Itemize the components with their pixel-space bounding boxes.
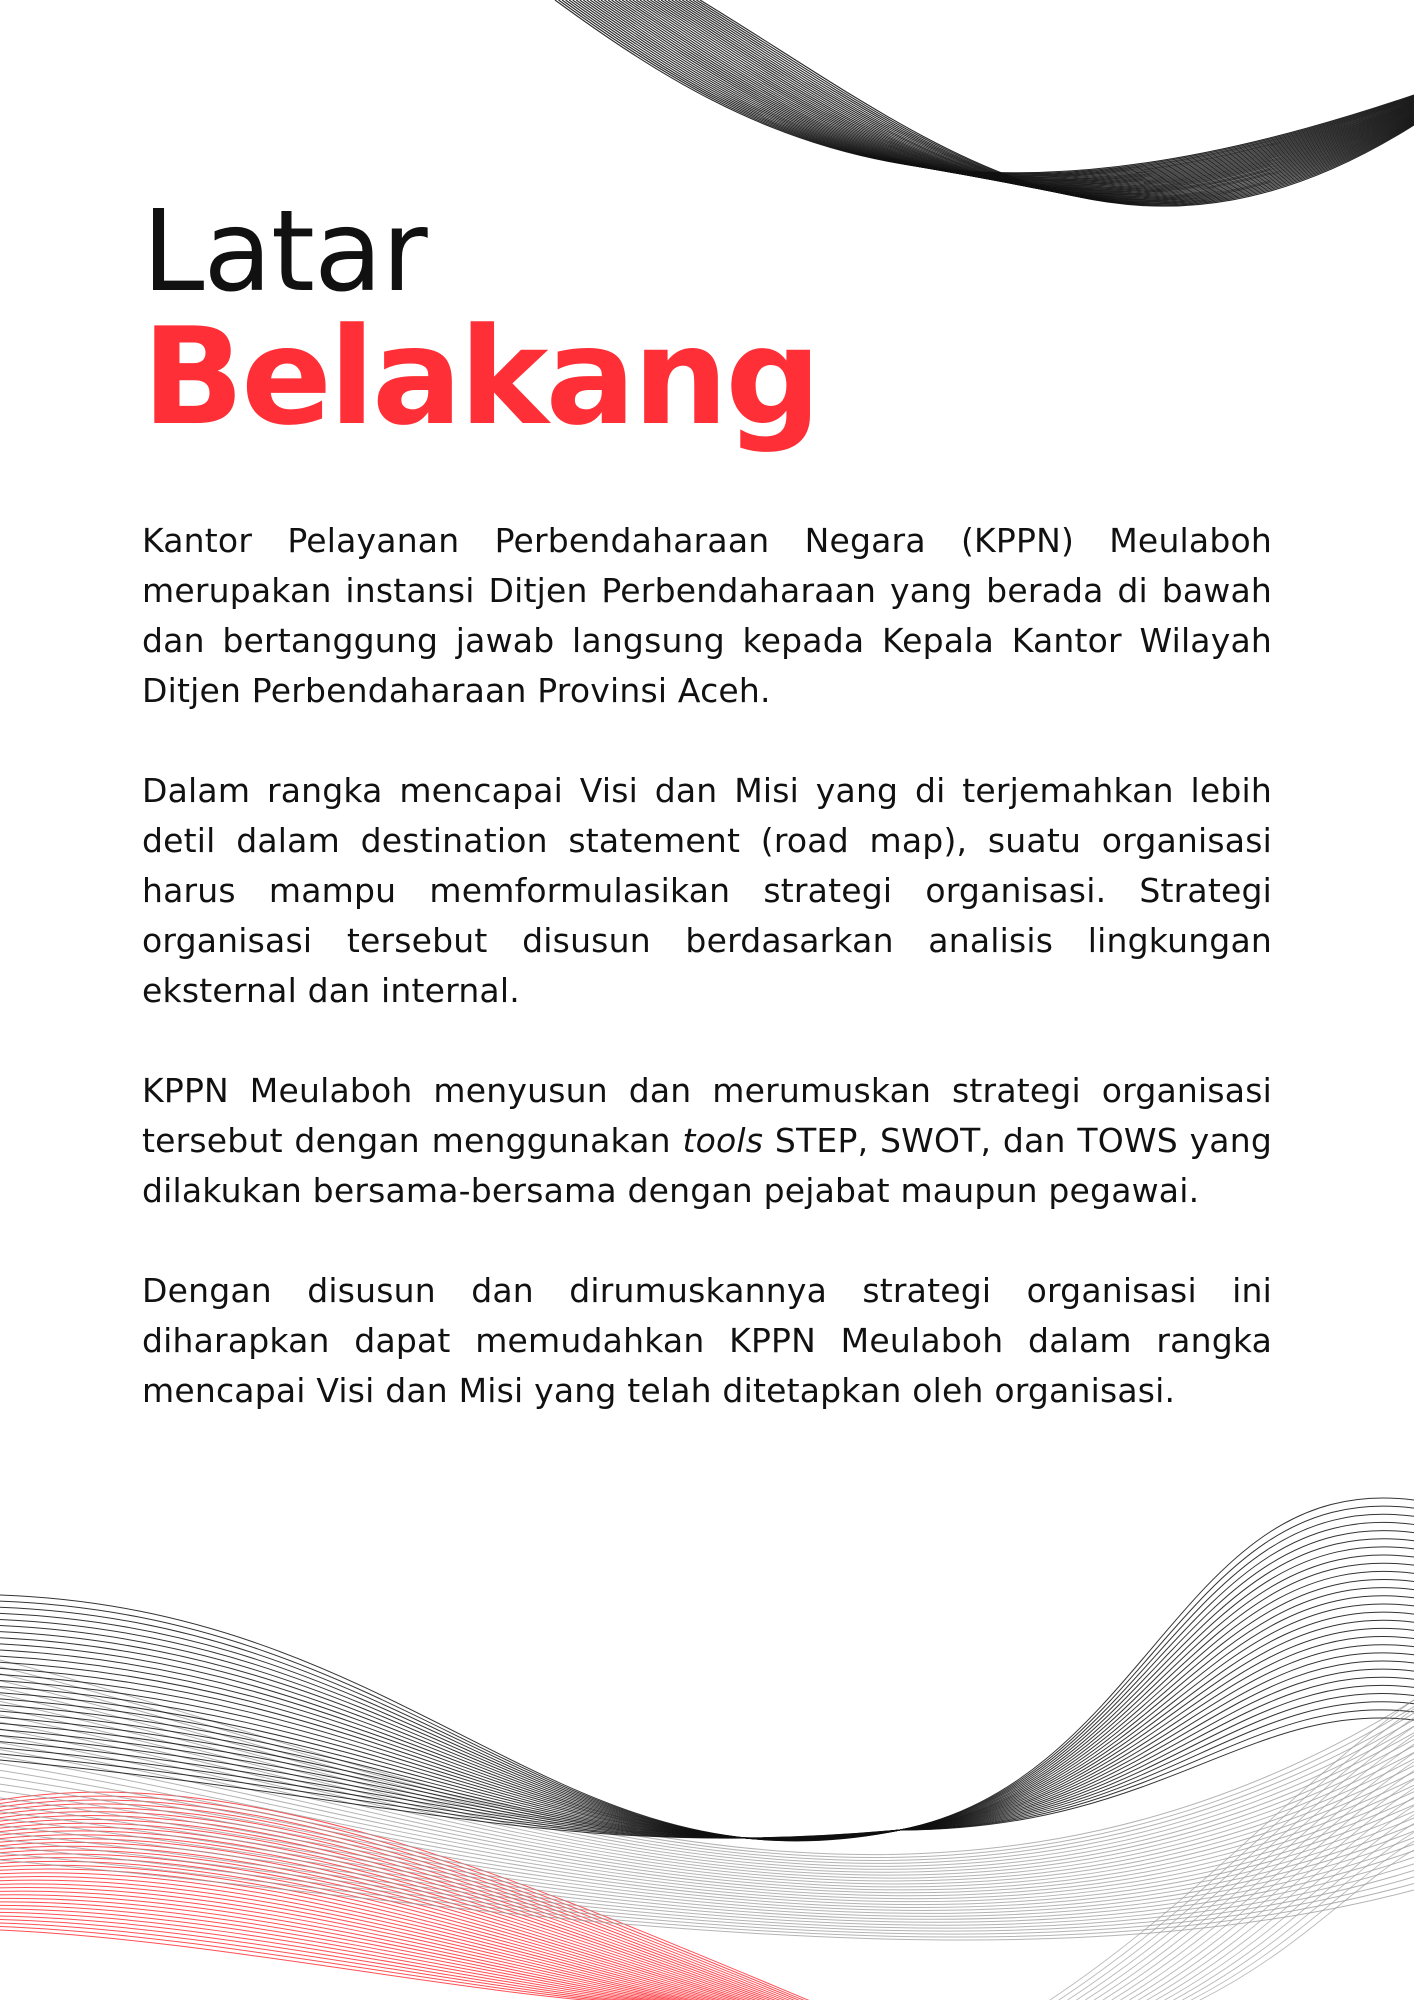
paragraph-3-italic: tools — [682, 1121, 764, 1160]
paragraph-1: Kantor Pelayanan Perbendaharaan Negara (KPPN) Meulaboh merupakan instansi Ditjen Perbendaharaan yang berada di bawah dan bertanggung jawab langsung kepada Kepala Kantor Wilayah Ditjen Perbendaharaan Provinsi Aceh. — [142, 521, 1272, 710]
paragraph-4: Dengan disusun dan dirumuskannya strategi organisasi ini diharapkan dapat memudahkan KPPN Meulaboh dalam rangka mencapai Visi dan Misi yang telah ditetapkan oleh organisasi. — [142, 1271, 1272, 1410]
paragraph-2: Dalam rangka mencapai Visi dan Misi yang di terjemahkan lebih detil dalam destination statement (road map), suatu organisasi harus mampu memformulasikan strategi organisasi. Strategi organisasi tersebut disusun berdasarkan analisis lingkungan eksternal dan internal. — [142, 771, 1272, 1010]
paragraph-3 — [142, 1066, 1272, 1216]
page-title — [142, 187, 1272, 455]
title-line-belakang: Belakang — [142, 299, 819, 455]
paragraph-3-part-1: KPPN Meulaboh menyusun dan merumuskan strategi organisasi tersebut dengan menggunakan — [142, 1071, 1272, 1160]
paragraph-3-part-2: STEP, SWOT, dan TOWS yang dilakukan bersama-bersama dengan pejabat maupun pegawai. — [142, 1121, 1272, 1210]
title-line-latar: Latar — [142, 187, 427, 317]
body-text — [142, 516, 1272, 1466]
